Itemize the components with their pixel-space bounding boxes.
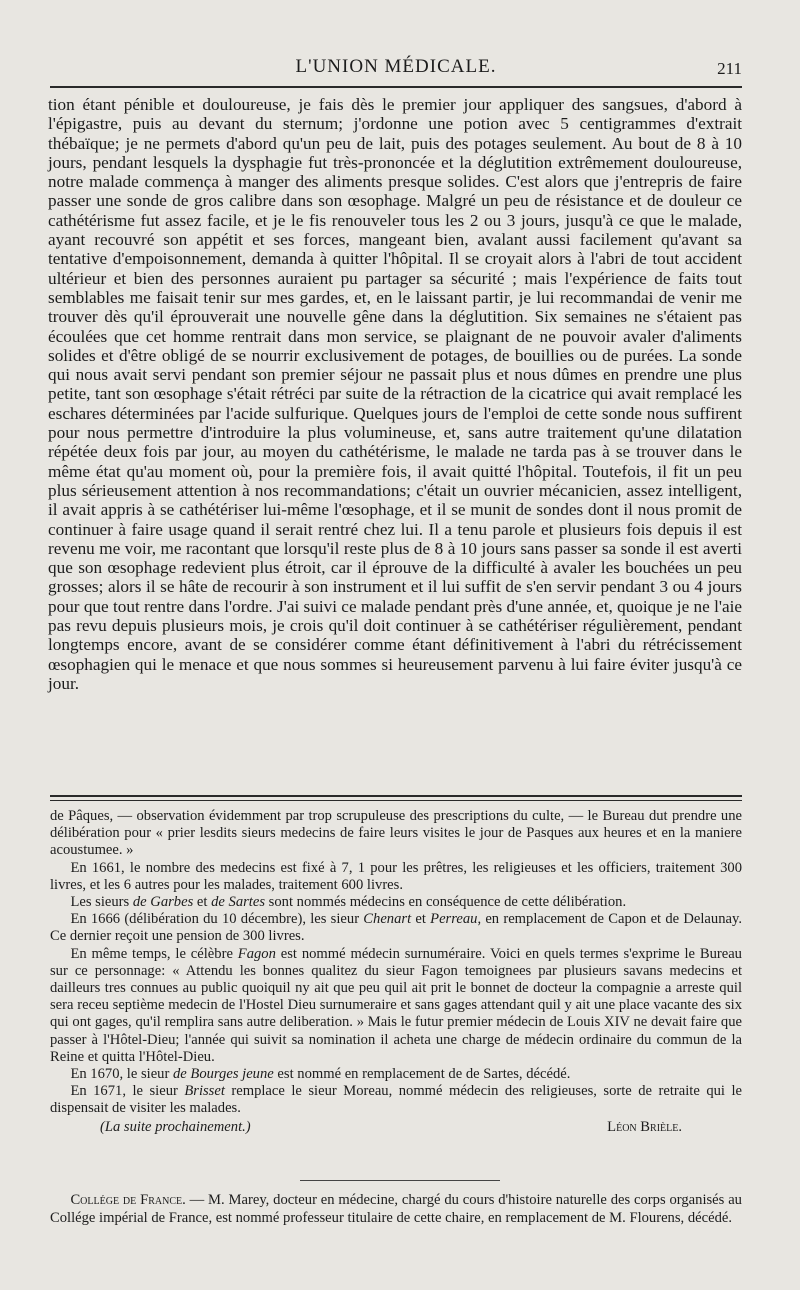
main-article-text: tion étant pénible et douloureuse, je fais dès le premier jour appliquer des sangsues, d'abord à l'épigastre, puis au devant du sternum; j'ordonne une potion avec 5 centigrammes d'extrait thébaïque; je ne permets d'abord qu'un peu de lait, puis des potages seulement. Au bout de 8 à 10 jours, pendant lesquels la dysphagie fut très-prononcée et la déglutition extrêmement douloureuse, notre malade commença à manger des aliments presque solides. C'est alors que j'entrepris de faire passer une sonde de gros calibre dans son œsophage. Malgré un peu de résistance et de douleur ce cathétérisme fut assez facile, et je le fis renouveler tous les 2 ou 3 jours, jusqu'à ce que le malade, ayant recouvré son appétit et ses forces, mangeant bien, avalant aussi facilement qu'avant sa tentative d'empoisonnement, demanda à quitter l'hôpital. Il se croyait alors à l'abri de tout accident ultérieur et bien des personnes auraient pu partager sa sécurité ; mais l'expérience de faits tout semblables me faisait tenir sur mes gardes, et, en le laissant partir, je lui recommandai de venir me trouver dès qu'il éprouverait une nouvelle gêne dans la déglutition. Six semaines ne s'étaient pas écoulées que cet homme rentrait dans mon service, se plaignant de ne pouvoir avaler d'aliments solides et d'être obligé de se nourrir exclusivement de potages, de bouillies ou de purées. La sonde qui nous avait servi pendant son premier séjour ne passait plus et nous dûmes en prendre une plus petite, tant son œsophage s'était rétréci par suite de la rétraction de la cicatrice qui avait remplacé les eschares déterminées par l'acide sulfurique. Quelques jours de l'emploi de cette sonde nous suffirent pour nous permettre d'introduire la plus volumineuse, et, sans autre traitement qu'une dilatation répétée deux fois par jour, au moyen du cathétérisme, le malade ne tarda pas à se trouver dans le même état qu'au moment où, pour la première fois, il avait quitté l'hôpital. Toutefois, il fit un peu plus sérieusement attention à nos recommandations; c'était un ouvrier mécanicien, assez intelligent, il avait appris à se cathétériser lui-même l'œsophage, et il se munit de sondes dont il nous promit de continuer à faire usage quand il serait rentré chez lui. Il a tenu parole et plusieurs fois depuis il est revenu me voir, me racontant que lorsqu'il reste plus de 8 à 10 jours sans passer sa sonde il est averti que son œsophage redevient plus étroit, car il éprouve de la difficulté à avaler les bouchées un peu grosses; alors il se hâte de recourir à son instrument et il lui suffit de s'en servir pendant 3 ou 4 jours pour que tout rentre dans l'ordre. J'ai suivi ce malade pendant près d'une année, et, quoique je ne l'aie pas revu depuis plusieurs mois, je crois qu'il doit continuer à se cathétériser régulièrement, pendant longtemps encore, avant de se considérer comme étant définitivement à l'abri du rétrécissement œsophagien qui le menace et que nous sommes si heureusement parvenu à lui faire éviter jusqu'à ce jour. — [48, 95, 742, 693]
person-name: de Sartes — [211, 894, 266, 911]
notes-paragraph-1: de Pâques, — observation évidemment par trop scrupuleuse des prescriptions du culte, — le Bureau dut prendre une délibération pour « prier lesdits sieurs medecins de faire leurs visites le jour de Pasques aux heures et en la maniere acoustumee. » — [50, 808, 742, 859]
header-rule — [50, 86, 742, 88]
notes-paragraph-2: En 1661, le nombre des medecins est fixé à 7, 1 pour les prêtres, les religieuses et les officiers, traitement 300 livres, et les 6 autres pour les malades, traitement 600 livres. — [50, 859, 742, 893]
announcement — [50, 1192, 742, 1227]
section-divider-thin — [50, 800, 742, 801]
short-divider — [300, 1180, 500, 1181]
text-run: En 1670, le sieur — [70, 1066, 173, 1083]
person-name: Fagon — [237, 945, 276, 962]
signature-line — [50, 1119, 742, 1139]
page-number: 211 — [717, 59, 742, 78]
notes-paragraph-4 — [50, 911, 742, 945]
announcement-text: — M. Marey, docteur en médecine, chargé du cours d'histoire naturelle des corps organisés au Collége impérial de France, est nommé professeur titulaire de cette chaire, en remplacement de M. Flourens, décédé. — [50, 1192, 742, 1226]
text-run: , en remplacement de Capon et de Delaunay. Ce dernier reçoit une pension de 300 livres. — [50, 911, 742, 945]
to-be-continued: (La suite prochainement.) — [100, 1118, 251, 1135]
text-run: et — [193, 894, 212, 911]
person-name: Chenart — [363, 911, 412, 928]
text-run: Les sieurs — [70, 894, 133, 911]
text-run: est nommé en remplacement de de Sartes, décédé. — [273, 1066, 571, 1083]
running-title: L'UNION MÉDICALE. — [295, 56, 497, 77]
text-run: En 1671, le sieur — [70, 1083, 185, 1100]
text-run: remplace le sieur Moreau, nommé médecin des religieuses, sorte de retraite qui le dispensait de visiter les malades. — [50, 1083, 742, 1117]
notes-paragraph-6 — [50, 1066, 742, 1083]
notes-paragraph-3 — [50, 894, 742, 911]
person-name: de Garbes — [132, 894, 194, 911]
announcement-label: Collége de France. — [70, 1192, 186, 1208]
person-name: Perreau — [430, 911, 478, 928]
text-run: sont nommés médecins en conséquence de cette délibération. — [265, 894, 627, 911]
person-name: de Bourges jeune — [172, 1066, 274, 1083]
text-run: En même temps, le célèbre — [70, 945, 238, 962]
text-run: En 1666 (délibération du 10 décembre), les sieur — [70, 911, 364, 928]
text-run: est nommé médecin surnuméraire. Voici en quels termes s'exprime le Bureau sur ce personnage: « Attendu les bonnes qualitez du sieur Fagon temoignees par plusieurs savans medecins et dailleurs tres connues au public quoiquil ny ait que peu quil ait prit le bonnet de docteur la compagnie a arreste quil sera receu septième medecin de l'Hostel Dieu surnumeraire et sans gages attendant quil y ait une place vacante des six qui ont gages, qu'il remplira sans autre deliberation. » Mais le futur premier médecin de Louis XIV ne devait faire que passer à l'Hôtel-Dieu; l'année qui suivit sa nomination il acheta une charge de médecin ordinaire du commun de la Reine et quitta l'Hôtel-Dieu. — [50, 945, 742, 1065]
page-header — [50, 56, 742, 84]
person-name: Brisset — [184, 1083, 225, 1100]
notes-paragraph-5 — [50, 946, 742, 1066]
author-signature: Léon Brièle. — [607, 1118, 682, 1135]
notes-paragraph-7 — [50, 1083, 742, 1117]
section-divider-thick — [50, 795, 742, 797]
text-run: et — [411, 911, 431, 928]
feuilleton-notes — [50, 808, 742, 1139]
